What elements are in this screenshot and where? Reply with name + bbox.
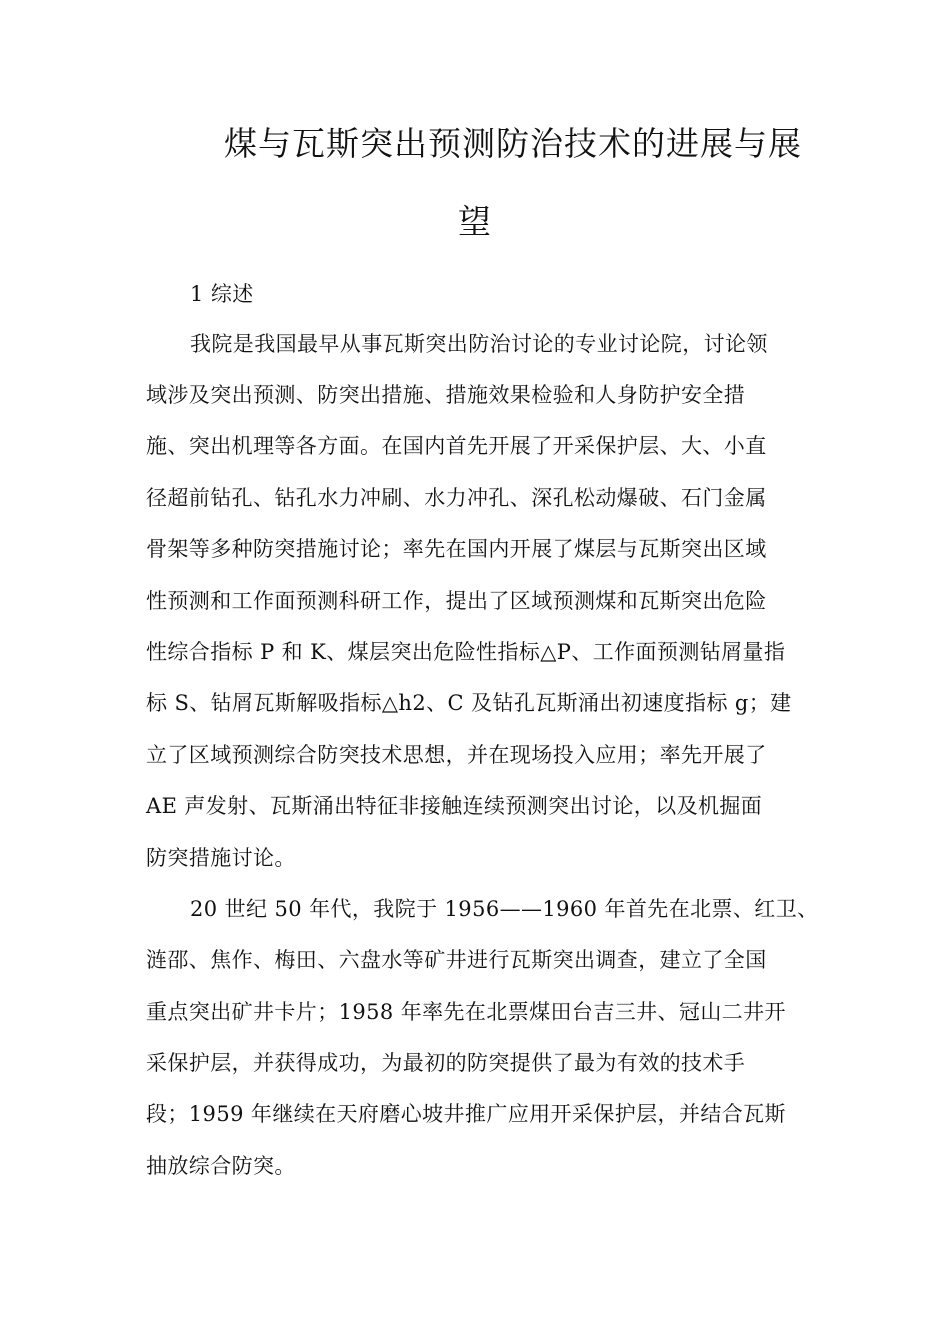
paragraph-1-line: 施、突出机理等各方面。在国内首先开展了开采保护层、大、小直: [146, 434, 767, 458]
paragraph-2-line: 段；1959 年继续在天府磨心坡井推广应用开采保护层，并结合瓦斯: [146, 1102, 786, 1126]
paragraph-1-line: 性预测和工作面预测科研工作，提出了区域预测煤和瓦斯突出危险: [146, 589, 767, 613]
paragraph-1-line: 标 S、钻屑瓦斯解吸指标△h2、C 及钻孔瓦斯涌出初速度指标 g；建: [146, 691, 792, 715]
document-title-line-2: 望: [458, 202, 492, 241]
paragraph-1-line: 防突措施讨论。: [146, 846, 296, 870]
paragraph-2-line: 采保护层，并获得成功，为最初的防突提供了最为有效的技术手: [146, 1051, 746, 1075]
paragraph-1-line: 性综合指标 P 和 K、煤层突出危险性指标△P、工作面预测钻屑量指: [146, 640, 786, 664]
paragraph-1-line: 域涉及突出预测、防突出措施、措施效果检验和人身防护安全措: [146, 383, 746, 407]
paragraph-2-line: 涟邵、焦作、梅田、六盘水等矿井进行瓦斯突出调查，建立了全国: [146, 948, 767, 972]
paragraph-2-line: 抽放综合防突。: [146, 1154, 296, 1178]
paragraph-2-line: 重点突出矿井卡片；1958 年率先在北票煤田台吉三井、冠山二井开: [146, 1000, 786, 1024]
paragraph-1-line: 骨架等多种防突措施讨论；率先在国内开展了煤层与瓦斯突出区域: [146, 537, 767, 561]
paragraph-1-line: AE 声发射、瓦斯涌出特征非接触连续预测突出讨论，以及机掘面: [146, 794, 763, 818]
paragraph-1-line: 径超前钻孔、钻孔水力冲刷、水力冲孔、深孔松动爆破、石门金属: [146, 486, 767, 510]
paragraph-1-line: 我院是我国最早从事瓦斯突出防治讨论的专业讨论院，讨论领: [190, 332, 768, 356]
paragraph-1-line: 立了区域预测综合防突技术思想，并在现场投入应用；率先开展了: [146, 743, 767, 767]
document-title-line-1: 煤与瓦斯突出预测防治技术的进展与展: [224, 124, 802, 163]
section-heading: 1 综述: [190, 282, 254, 306]
paragraph-2-line: 20 世纪 50 年代，我院于 1956——1960 年首先在北票、红卫、: [190, 897, 819, 921]
